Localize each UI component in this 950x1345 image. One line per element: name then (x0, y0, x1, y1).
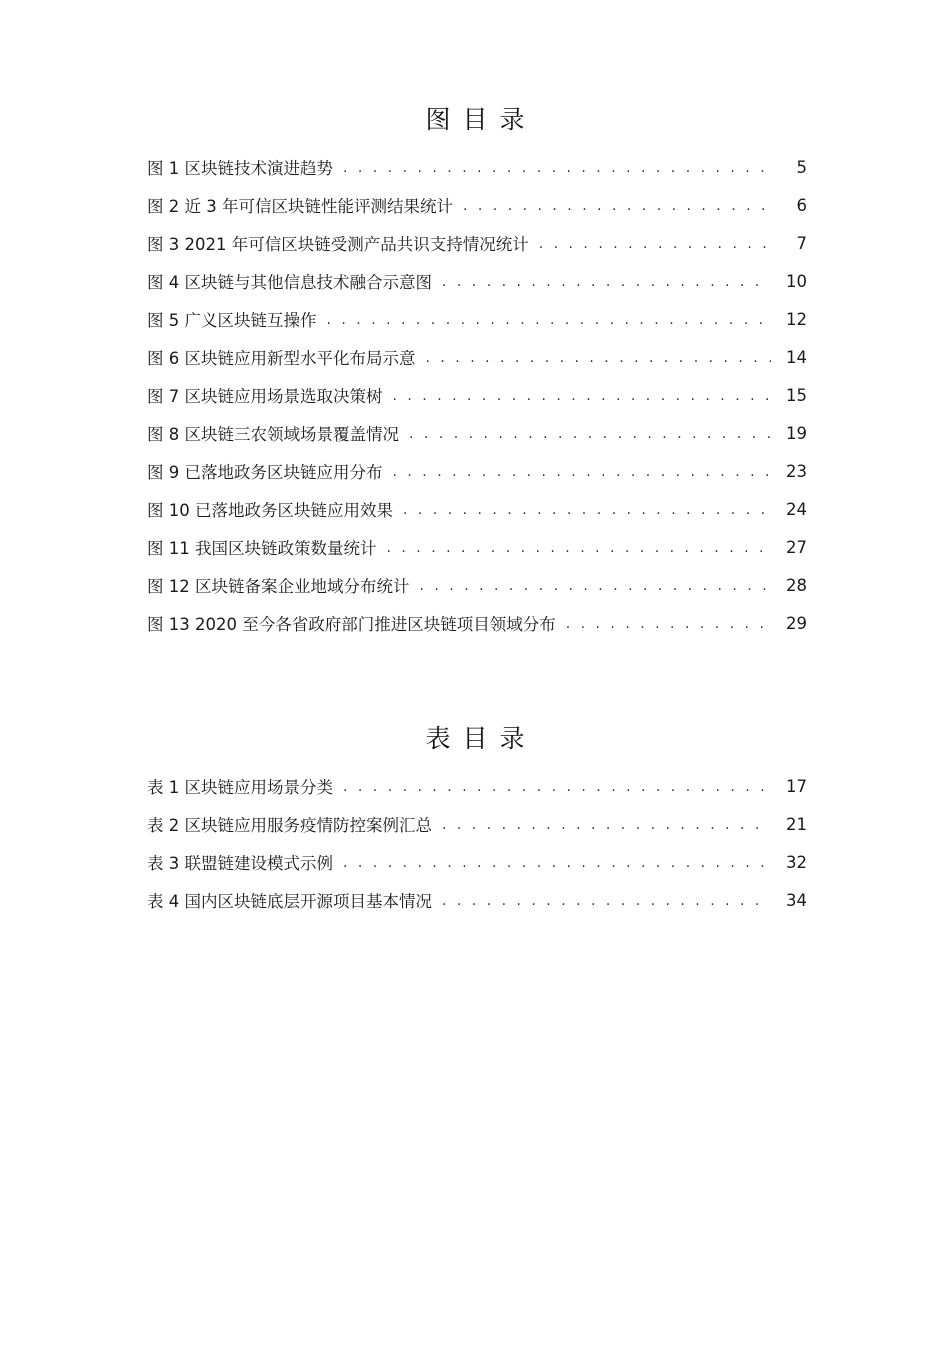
figure-entry[interactable] (147, 604, 807, 642)
table-entry-page-number: 17 (786, 776, 807, 796)
dot-leader (393, 464, 772, 480)
figure-entry-label: 图 12 区块链备案企业地域分布统计 (147, 577, 410, 596)
figure-entry-label: 图 1 区块链技术演进趋势 (147, 159, 333, 178)
dot-leader (566, 616, 771, 632)
figure-entry[interactable] (147, 148, 807, 186)
figure-entry-label: 图 5 广义区块链互操作 (147, 311, 317, 330)
figure-entry-label: 图 13 2020 至今各省政府部门推进区块链项目领域分布 (147, 615, 556, 634)
figure-entry[interactable] (147, 300, 807, 338)
figure-entry-page-number: 19 (786, 423, 807, 443)
figure-entry-page-number: 15 (786, 385, 807, 405)
table-entry-page-number: 21 (786, 814, 807, 834)
figure-entry[interactable] (147, 186, 807, 224)
dot-leader (403, 502, 771, 518)
figure-entry-label: 图 10 已落地政务区块链应用效果 (147, 501, 393, 520)
figure-entry-page-number: 24 (786, 499, 807, 519)
figure-entry-page-number: 27 (786, 537, 807, 557)
figure-entry[interactable] (147, 224, 807, 262)
figure-entry-page-number: 28 (786, 575, 807, 595)
figure-entry-label: 图 11 我国区块链政策数量统计 (147, 539, 377, 558)
table-entry[interactable] (147, 805, 807, 843)
figure-entry-page-number: 6 (796, 195, 807, 215)
dot-leader (409, 426, 771, 442)
figure-entry[interactable] (147, 414, 807, 452)
dot-leader (442, 817, 771, 833)
table-entry-page-number: 32 (786, 852, 807, 872)
dot-leader (343, 855, 771, 871)
figure-entry[interactable] (147, 262, 807, 300)
figure-entry-page-number: 14 (786, 347, 807, 367)
table-entry-label: 表 4 国内区块链底层开源项目基本情况 (147, 892, 432, 911)
figure-entry[interactable] (147, 528, 807, 566)
figure-entry-label: 图 6 区块链应用新型水平化布局示意 (147, 349, 416, 368)
figure-entry[interactable] (147, 376, 807, 414)
figure-entry[interactable] (147, 566, 807, 604)
dot-leader (442, 893, 771, 909)
figure-entry-label: 图 3 2021 年可信区块链受测产品共识支持情况统计 (147, 235, 529, 254)
figure-entry-label: 图 4 区块链与其他信息技术融合示意图 (147, 273, 432, 292)
table-list-title: 表目录 (425, 724, 537, 753)
figure-entry-label: 图 8 区块链三农领域场景覆盖情况 (147, 425, 399, 444)
table-entry-label: 表 1 区块链应用场景分类 (147, 778, 333, 797)
figure-list (147, 148, 807, 642)
dot-leader (442, 274, 771, 290)
table-entry-label: 表 3 联盟链建设模式示例 (147, 854, 333, 873)
figure-entry[interactable] (147, 452, 807, 490)
figure-entry-page-number: 29 (786, 613, 807, 633)
dot-leader (420, 578, 772, 594)
table-entry[interactable] (147, 843, 807, 881)
dot-leader (426, 350, 772, 366)
figure-entry-page-number: 23 (786, 461, 807, 481)
table-list (147, 767, 807, 919)
dot-leader (343, 779, 771, 795)
figure-entry-label: 图 9 已落地政务区块链应用分布 (147, 463, 383, 482)
table-entry-label: 表 2 区块链应用服务疫情防控案例汇总 (147, 816, 432, 835)
table-entry-page-number: 34 (786, 890, 807, 910)
figure-list-title: 图目录 (425, 105, 537, 134)
dot-leader (343, 160, 771, 176)
figure-entry-label: 图 2 近 3 年可信区块链性能评测结果统计 (147, 197, 453, 216)
dot-leader (387, 540, 772, 556)
table-entry[interactable] (147, 881, 807, 919)
figure-entry-page-number: 10 (786, 271, 807, 291)
dot-leader (463, 198, 771, 214)
figure-entry-label: 图 7 区块链应用场景选取决策树 (147, 387, 383, 406)
table-entry[interactable] (147, 767, 807, 805)
dot-leader (539, 236, 771, 252)
figure-entry-page-number: 7 (796, 233, 807, 253)
figure-entry-page-number: 12 (786, 309, 807, 329)
dot-leader (393, 388, 772, 404)
dot-leader (327, 312, 772, 328)
figure-entry[interactable] (147, 490, 807, 528)
figure-entry-page-number: 5 (796, 157, 807, 177)
figure-entry[interactable] (147, 338, 807, 376)
